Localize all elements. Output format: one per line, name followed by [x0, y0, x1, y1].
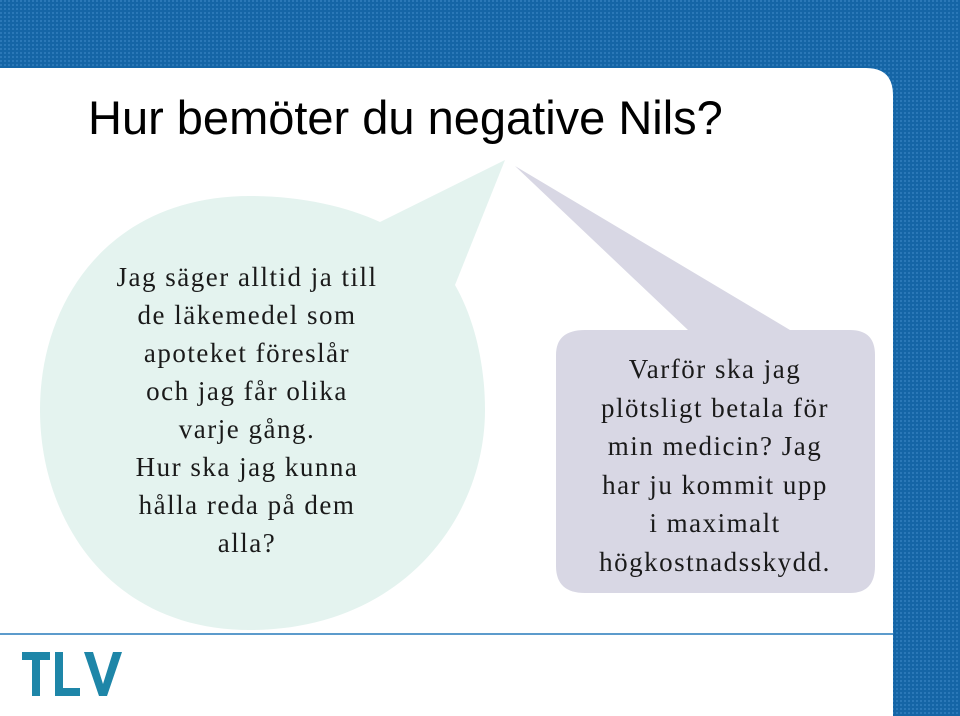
- right-bubble-text: Varför ska jag plötsligt betala för min medicin? Jag har ju kommit upp i maximalt högkostnadsskydd.: [599, 354, 831, 577]
- slide-title: Hur bemöter du negative Nils?: [88, 91, 723, 144]
- tlv-logo-icon: [22, 652, 122, 696]
- left-bubble-text: Jag säger alltid ja till de läkemedel som apoteket föreslår och jag får olika varje gång. Hur ska jag kunna hålla reda på dem alla?: [116, 262, 378, 558]
